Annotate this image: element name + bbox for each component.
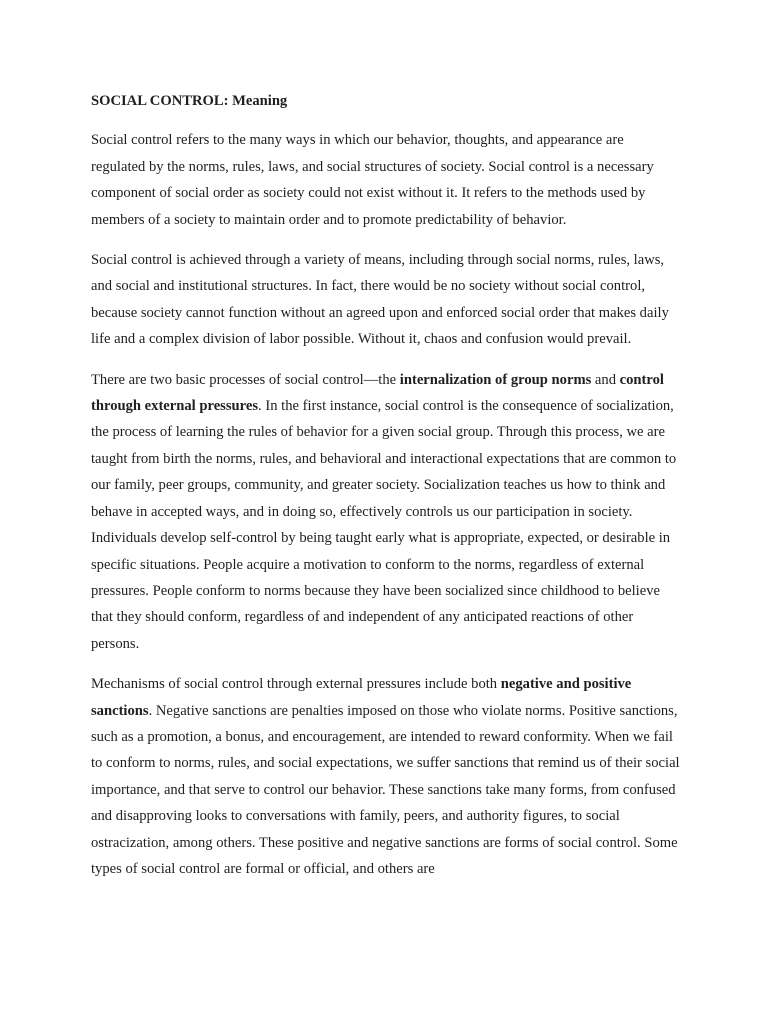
- paragraph-means: Social control is achieved through a variety of means, including through social norms, rules, laws, and social and institutional structures. In fact, there would be no society without social control, because society cannot function without an agreed upon and enforced social order that makes daily life and a complex division of labor possible. Without it, chaos and confusion would prevail.: [91, 252, 669, 348]
- paragraph-text: There are two basic processes of social control—the: [91, 371, 400, 388]
- bold-term-internalization: internalization of group norms: [399, 371, 592, 388]
- paragraph-text: and: [591, 371, 620, 388]
- document-title: SOCIAL CONTROL: Meaning: [91, 93, 288, 109]
- paragraph-text: . In the first instance, social control is the consequence of socialization, the process of learning the rules of behavior for a given social group. Through this process, we are taught from birth the norms, rules, and behavioral and interactional expectations that are common to our family, peer groups, community, and greater society. Socialization teaches us how to think and behave in accepted ways, and in doing so, effectively controls us our participation in society. Individuals develop self-control by being taught early what is appropriate, expected, or desirable in specific situations. People acquire a motivation to conform to the norms, regardless of external pressures. People conform to norms because they have been socialized since childhood to believe that they should conform, regardless of and independent of any anticipated reactions of other persons.: [91, 398, 677, 652]
- paragraph-sanctions: [91, 671, 681, 882]
- paragraph-processes: [91, 367, 681, 657]
- bold-term-sanctions: negative and positive sanctions: [91, 676, 632, 719]
- document-body: [91, 88, 681, 896]
- paragraph-text: Mechanisms of social control through external pressures include both: [91, 676, 501, 693]
- paragraph-meaning: Social control refers to the many ways in which our behavior, thoughts, and appearance are regulated by the norms, rules, laws, and social structures of society. Social control is a necessary component of social order as society could not exist without it. It refers to the methods used by members of a society to maintain order and to promote predictability of behavior.: [91, 132, 654, 228]
- bold-term-external-pressures: control through external pressures: [91, 371, 664, 415]
- paragraph-text: . Negative sanctions are penalties imposed on those who violate norms. Positive sanctions, such as a promotion, a bonus, and encouragement, are intended to reward conformity. When we fail to conform to norms, rules, and social expectations, we suffer sanctions that remind us of their social importance, and that serve to control our behavior. These sanctions take many forms, from confused and disapproving looks to conversations with family, peers, and authority figures, to social ostracization, among others. These positive and negative sanctions are forms of social control. Some types of social control are formal or official, and others are: [91, 702, 680, 877]
